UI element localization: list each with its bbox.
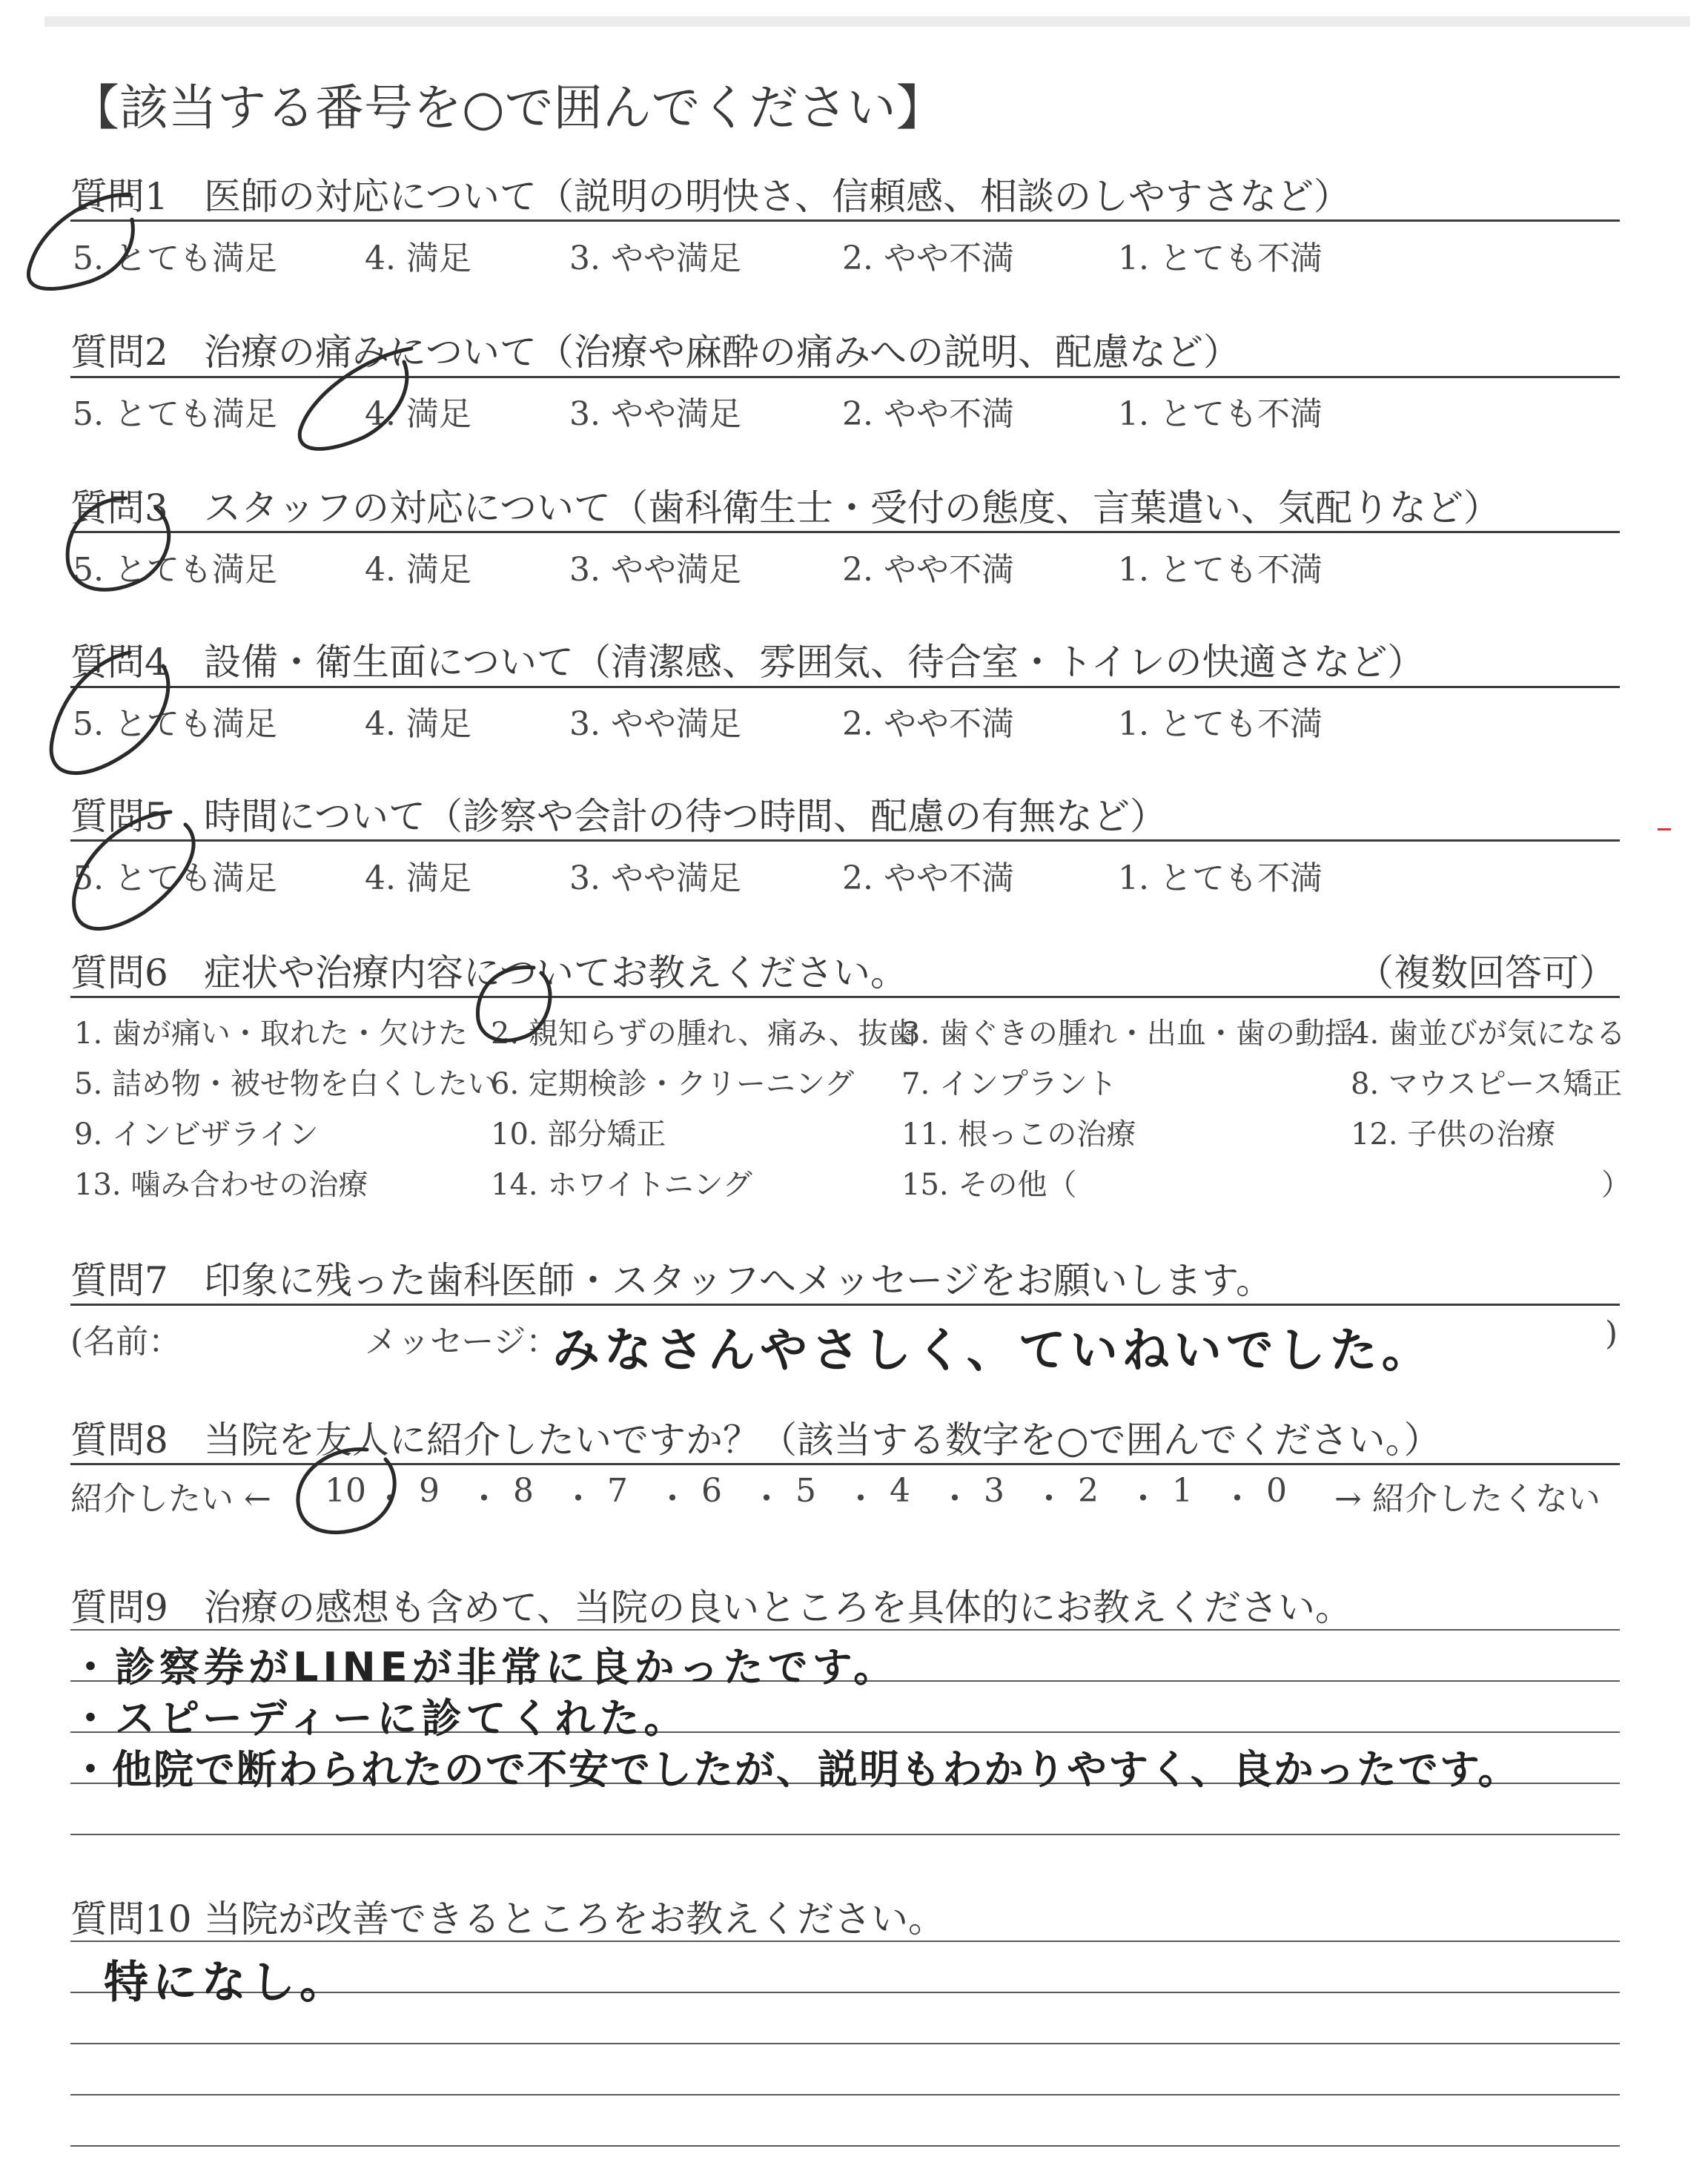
q5-option-4[interactable]: 4. 満足	[365, 859, 471, 897]
question-6-label: 質問6	[70, 951, 168, 994]
q4-option-4[interactable]: 4. 満足	[365, 705, 471, 743]
q8-scale-separator: ・	[939, 1480, 971, 1518]
q3-selection-circle	[67, 498, 169, 589]
q8-scale-0[interactable]: 0	[1266, 1472, 1287, 1510]
question-7-text: 印象に残った歯科医師・スタッフへメッセージをお願いします。	[204, 1259, 1273, 1302]
q1-option-5[interactable]: 5. とても満足	[73, 240, 277, 277]
q3-option-3[interactable]: 3. やや満足	[569, 551, 741, 589]
question-4-text: 設備・衛生面について（清潔感、雰囲気、待合室・トイレの快適さなど）	[204, 641, 1425, 684]
question-3-text: スタッフの対応について（歯科衛生士・受付の態度、言葉遣い、気配りなど）	[204, 486, 1500, 529]
q6-option-15-close: ）	[1601, 1168, 1631, 1202]
q8-scale-separator: ・	[468, 1480, 500, 1518]
q5-option-1[interactable]: 1. とても不満	[1118, 859, 1323, 897]
q1-option-3[interactable]: 3. やや満足	[569, 240, 741, 277]
q6-option-5[interactable]: 5. 詰め物・被せ物を白くしたい	[74, 1067, 497, 1101]
q8-scale-3[interactable]: 3	[984, 1472, 1004, 1510]
q6-selection-circle	[477, 968, 550, 1041]
q6-option-3[interactable]: 3. 歯ぐきの腫れ・出血・歯の動揺	[901, 1017, 1354, 1051]
q6-option-13[interactable]: 13. 噛み合わせの治療	[74, 1168, 368, 1202]
q6-option-9[interactable]: 9. インビザライン	[74, 1117, 319, 1152]
q7-message-label: メッセージ：	[365, 1323, 559, 1361]
q8-scale-separator: ・	[1033, 1480, 1065, 1518]
q6-option-2[interactable]: 2. 親知らずの腫れ、痛み、抜歯	[491, 1017, 918, 1051]
q6-option-15[interactable]: 15. その他（	[901, 1168, 1077, 1202]
q4-option-2[interactable]: 2. やや不満	[842, 705, 1014, 743]
question-8-label: 質問8	[70, 1418, 168, 1462]
q8-scale-separator: ・	[1221, 1480, 1254, 1518]
q8-scale-separator: ・	[656, 1480, 689, 1518]
q8-scale-separator: ・	[844, 1480, 877, 1518]
q2-option-3[interactable]: 3. やや満足	[569, 395, 741, 433]
q10-answer-1: 特になし。	[104, 1957, 348, 2009]
question-6-note: （複数回答可）	[1357, 951, 1616, 994]
q5-selection-circle	[74, 812, 193, 929]
q8-scale-1[interactable]: 1	[1172, 1472, 1193, 1510]
question-3-label: 質問3	[70, 486, 168, 529]
q1-option-1[interactable]: 1. とても不満	[1118, 240, 1323, 277]
question-1-text: 医師の対応について（説明の明快さ、信頼感、相談のしやすさなど）	[204, 175, 1351, 218]
q5-option-3[interactable]: 3. やや満足	[569, 859, 741, 897]
question-7-label: 質問7	[70, 1259, 168, 1302]
q6-option-7[interactable]: 7. インプラント	[901, 1067, 1117, 1101]
q8-scale-separator: ・	[750, 1480, 783, 1518]
form-title: 【該当する番号を○で囲んでください】	[70, 79, 945, 136]
question-1-label: 質問1	[70, 175, 168, 218]
q9-answer-2: ・スピーディーに診てくれた。	[70, 1695, 689, 1742]
q6-option-12[interactable]: 12. 子供の治療	[1351, 1117, 1556, 1152]
question-9-text: 治療の感想も含めて、当院の良いところを具体的にお教えください。	[204, 1586, 1352, 1629]
q8-scale-10[interactable]: 10	[325, 1472, 366, 1510]
question-9-label: 質問9	[70, 1586, 168, 1629]
q3-option-4[interactable]: 4. 満足	[365, 551, 471, 589]
q3-option-1[interactable]: 1. とても不満	[1118, 551, 1323, 589]
q5-option-2[interactable]: 2. やや不満	[842, 859, 1014, 897]
q7-close: )	[1605, 1315, 1618, 1353]
q8-left-label: 紹介したい ←	[70, 1480, 271, 1518]
q9-answer-1: ・診察券がLINEが非常に良かったです。	[70, 1644, 898, 1691]
q4-selection-circle	[51, 653, 168, 773]
q8-scale-7[interactable]: 7	[607, 1472, 628, 1510]
q4-option-3[interactable]: 3. やや満足	[569, 705, 741, 743]
q8-scale-8[interactable]: 8	[513, 1472, 534, 1510]
q1-selection-circle	[28, 194, 133, 289]
question-8-text: 当院を友人に紹介したいですか？（該当する数字を○で囲んでください。）	[204, 1418, 1441, 1462]
q8-scale-separator: ・	[374, 1480, 406, 1518]
question-6-text: 症状や治療内容についてお教えください。	[204, 951, 907, 994]
q2-option-4[interactable]: 4. 満足	[365, 395, 471, 433]
question-10-label: 質問10	[70, 1898, 192, 1941]
q6-option-1[interactable]: 1. 歯が痛い・取れた・欠けた	[74, 1017, 468, 1051]
q7-name-label: (名前：	[70, 1323, 182, 1361]
q4-option-1[interactable]: 1. とても不満	[1118, 705, 1323, 743]
q6-option-11[interactable]: 11. 根っこの治療	[901, 1117, 1136, 1152]
q7-message-handwritten: みなさんやさしく、ていねいでした。	[552, 1324, 1434, 1378]
question-5-text: 時間について（診察や会計の待つ時間、配慮の有無など）	[204, 795, 1167, 838]
question-2-label: 質問2	[70, 331, 168, 374]
q8-scale-4[interactable]: 4	[890, 1472, 910, 1510]
q8-scale-5[interactable]: 5	[795, 1472, 816, 1510]
question-10-text: 当院が改善できるところをお教えください。	[204, 1898, 945, 1941]
q8-scale-6[interactable]: 6	[701, 1472, 722, 1510]
q6-option-14[interactable]: 14. ホワイトニング	[491, 1168, 752, 1202]
question-2-text: 治療の痛みについて（治療や麻酔の痛みへの説明、配慮など）	[204, 331, 1240, 374]
q5-option-5[interactable]: 5. とても満足	[73, 859, 277, 897]
q6-option-4[interactable]: 4. 歯並びが気になる	[1351, 1017, 1626, 1051]
q3-option-5[interactable]: 5. とても満足	[73, 551, 277, 589]
q8-scale-2[interactable]: 2	[1078, 1472, 1099, 1510]
q8-scale-9[interactable]: 9	[419, 1472, 440, 1510]
q1-option-4[interactable]: 4. 満足	[365, 240, 471, 277]
q1-option-2[interactable]: 2. やや不満	[842, 240, 1014, 277]
q2-option-5[interactable]: 5. とても満足	[73, 395, 277, 433]
q9-answer-3: ・他院で断わられたので不安でしたが、説明もわかりやすく、良かったです。	[70, 1746, 1520, 1793]
q8-scale-separator: ・	[562, 1480, 595, 1518]
q8-selection-circle	[298, 1450, 394, 1533]
q2-option-2[interactable]: 2. やや不満	[842, 395, 1014, 433]
q2-selection-circle	[299, 349, 411, 449]
q8-scale-separator: ・	[1127, 1480, 1159, 1518]
question-4-label: 質問4	[70, 641, 168, 684]
q3-option-2[interactable]: 2. やや不満	[842, 551, 1014, 589]
question-5-label: 質問5	[70, 795, 168, 838]
q6-option-8[interactable]: 8. マウスピース矯正	[1351, 1067, 1623, 1101]
q2-option-1[interactable]: 1. とても不満	[1118, 395, 1323, 433]
q6-option-6[interactable]: 6. 定期検診・クリーニング	[491, 1067, 855, 1101]
q8-right-label: → 紹介したくない	[1334, 1480, 1601, 1518]
q6-option-10[interactable]: 10. 部分矯正	[491, 1117, 666, 1152]
q4-option-5[interactable]: 5. とても満足	[73, 705, 277, 743]
